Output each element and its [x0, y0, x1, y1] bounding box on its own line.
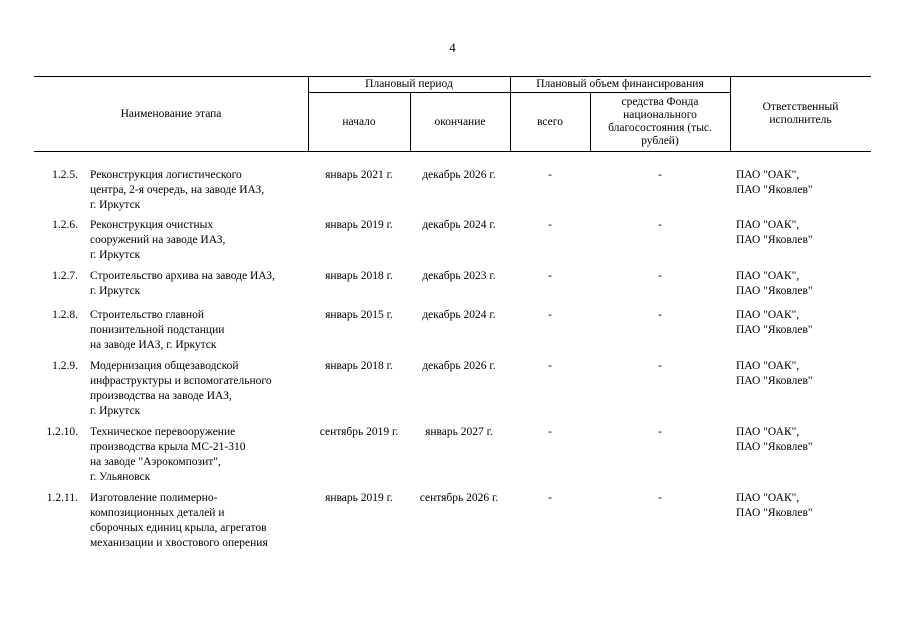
header-planned-period: Плановый период [365, 78, 453, 90]
row-start: январь 2019 г. [325, 219, 393, 231]
row-number: 1.2.6. [52, 219, 78, 231]
row-end: декабрь 2026 г. [422, 169, 496, 181]
row-total: - [548, 219, 552, 231]
row-end: декабрь 2026 г. [422, 360, 496, 372]
row-number: 1.2.11. [46, 492, 78, 504]
row-responsible: ПАО "ОАК", ПАО "Яковлев" [736, 492, 813, 519]
row-total: - [548, 426, 552, 438]
row-responsible: ПАО "ОАК", ПАО "Яковлев" [736, 360, 813, 387]
row-responsible: ПАО "ОАК", ПАО "Яковлев" [736, 426, 813, 453]
row-number: 1.2.9. [52, 360, 78, 372]
row-stage-name: Строительство архива на заводе ИАЗ, г. Иркутск [90, 270, 275, 297]
row-responsible: ПАО "ОАК", ПАО "Яковлев" [736, 219, 813, 246]
row-responsible: ПАО "ОАК", ПАО "Яковлев" [736, 309, 813, 336]
row-total: - [548, 270, 552, 282]
row-stage-name: Модернизация общезаводской инфраструктуры и вспомогательного производства на заводе ИАЗ, г. Иркутск [90, 360, 272, 417]
row-fund: - [658, 169, 662, 181]
row-stage-name: Реконструкция логистического центра, 2-я очередь, на заводе ИАЗ, г. Иркутск [90, 169, 265, 211]
row-fund: - [658, 219, 662, 231]
row-start: январь 2018 г. [325, 270, 393, 282]
row-end: декабрь 2024 г. [422, 309, 496, 321]
row-responsible: ПАО "ОАК", ПАО "Яковлев" [736, 270, 813, 297]
header-fund: средства Фонда национального благосостояния (тыс. рублей) [608, 95, 712, 147]
row-fund: - [658, 492, 662, 504]
row-fund: - [658, 309, 662, 321]
row-number: 1.2.5. [52, 169, 78, 181]
row-start: сентябрь 2019 г. [319, 426, 399, 438]
header-bottom-rule [34, 151, 871, 152]
row-end: декабрь 2024 г. [422, 219, 496, 231]
row-total: - [548, 309, 552, 321]
row-end: сентябрь 2026 г. [419, 492, 499, 504]
header-stage-name: Наименование этапа [120, 107, 222, 120]
row-stage-name: Изготовление полимерно- композиционных деталей и сборочных единиц крыла, агрегатов механизации и хвостового оперения [90, 492, 268, 549]
row-total: - [548, 360, 552, 372]
row-start: январь 2018 г. [325, 360, 393, 372]
header-planned-funding: Плановый объем финансирования [536, 78, 704, 90]
header-start: начало [342, 115, 376, 128]
row-total: - [548, 492, 552, 504]
row-fund: - [658, 426, 662, 438]
row-stage-name: Техническое перевооружение производства крыла МС-21-310 на заводе "Аэрокомпозит", г. Ульяновск [90, 426, 246, 483]
header-divider [590, 92, 591, 151]
row-end: декабрь 2023 г. [422, 270, 496, 282]
row-start: январь 2015 г. [325, 309, 393, 321]
header-total: всего [537, 115, 563, 128]
row-stage-name: Строительство главной понизительной подстанции на заводе ИАЗ, г. Иркутск [90, 309, 225, 351]
row-responsible: ПАО "ОАК", ПАО "Яковлев" [736, 169, 813, 196]
page-number: 4 [449, 40, 456, 55]
header-responsible: Ответственный исполнитель [762, 101, 839, 126]
row-fund: - [658, 360, 662, 372]
row-start: январь 2019 г. [325, 492, 393, 504]
row-number: 1.2.8. [52, 309, 78, 321]
row-fund: - [658, 270, 662, 282]
row-start: январь 2021 г. [325, 169, 393, 181]
row-total: - [548, 169, 552, 181]
row-end: январь 2027 г. [425, 426, 493, 438]
header-end: окончание [434, 115, 486, 128]
row-number: 1.2.7. [52, 270, 78, 282]
row-stage-name: Реконструкция очистных сооружений на заводе ИАЗ, г. Иркутск [90, 219, 226, 261]
row-number: 1.2.10. [46, 426, 78, 438]
